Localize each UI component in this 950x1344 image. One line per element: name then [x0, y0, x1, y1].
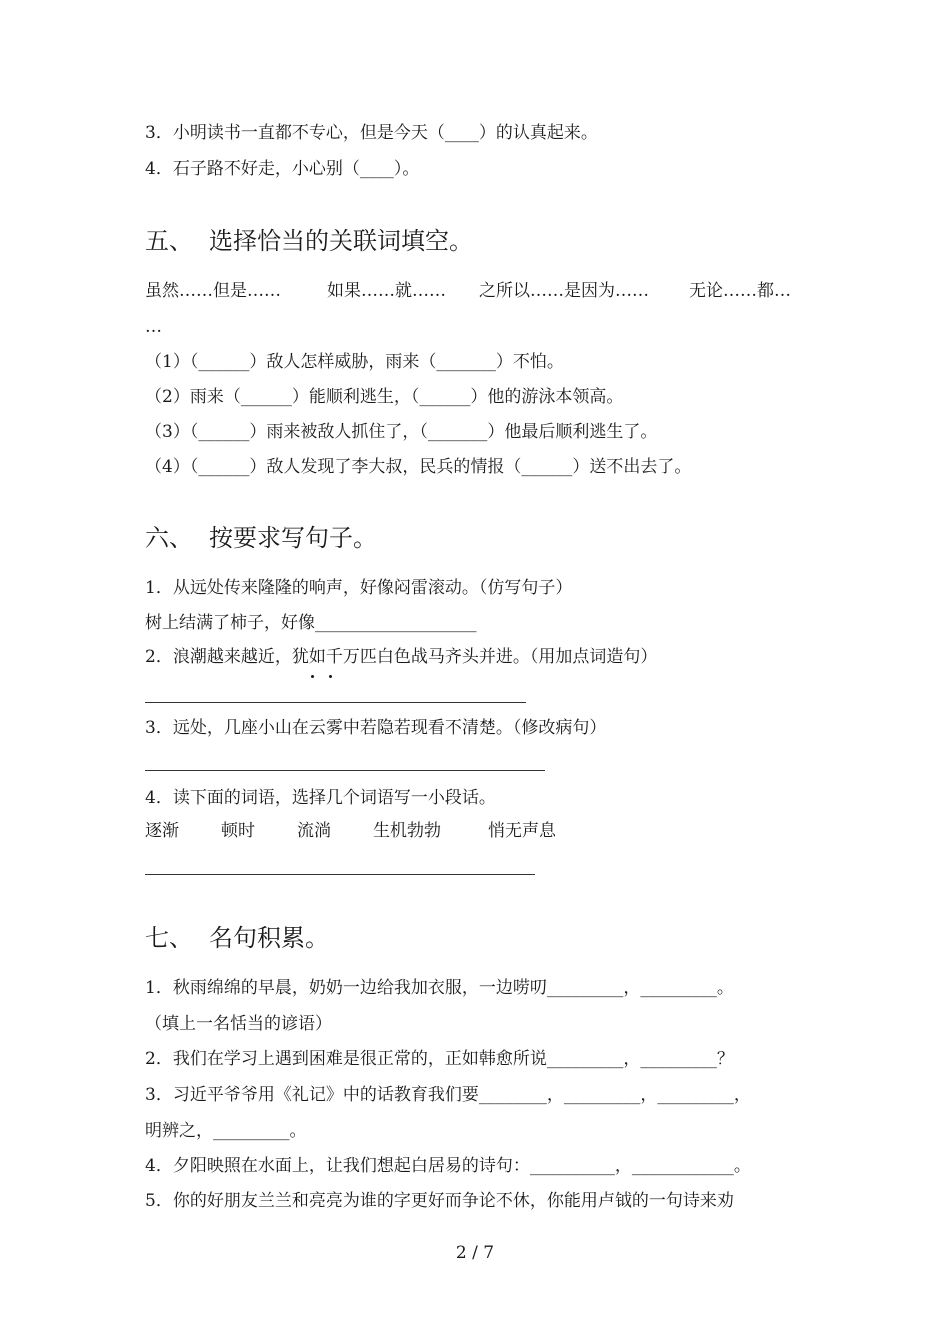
emphasis-dot — [329, 675, 332, 678]
section-title: 按要求写句子。 — [209, 524, 377, 552]
section-6-heading — [145, 523, 377, 553]
section-7-heading — [145, 923, 329, 953]
sentence-q4: 4．读下面的词语，选择几个词语写一小段话。 — [145, 788, 496, 808]
sentence-q3: 3．远处，几座小山在云雾中若隐若现看不清楚。（修改病句） — [145, 718, 607, 738]
answer-line — [145, 770, 545, 771]
page-number: 2 / 7 — [455, 1243, 495, 1263]
quote-item-2: 2．我们在学习上遇到困难是很正常的，正如韩愈所说_________，_________？ — [145, 1049, 734, 1069]
quote-item-1-note: （填上一名恬当的谚语） — [145, 1014, 332, 1034]
section-number: 五、 — [145, 227, 193, 255]
quote-item-5: 5．你的好朋友兰兰和亮亮为谁的字更好而争论不休，你能用卢钺的一句诗来劝 — [145, 1191, 734, 1211]
section-number: 七、 — [145, 924, 193, 952]
sentence-q1: 1．从远处传来隆隆的响声，好像闷雷滚动。（仿写句子） — [145, 578, 573, 598]
word: 顿时 — [221, 821, 255, 841]
word: 生机勃勃 — [373, 821, 441, 841]
section-number: 六、 — [145, 524, 193, 552]
quote-item-1: 1．秋雨绵绵的早晨，奶奶一边给我加衣服，一边唠叨_________，_________。 — [145, 978, 734, 998]
option: 虽然……但是…… — [145, 281, 281, 301]
word: 流淌 — [297, 821, 331, 841]
word: 悄无声息 — [488, 821, 556, 841]
conjunction-options — [145, 280, 791, 302]
sentence-q2: 2．浪潮越来越近，犹如千万匹白色战马齐头并进。（用加点词造句） — [145, 647, 658, 667]
section-title: 名句积累。 — [209, 924, 329, 952]
conjunction-item-1: （1）（______）敌人怎样威胁，雨来（_______）不怕。 — [145, 352, 564, 372]
word-list — [145, 820, 556, 842]
emphasis-dot — [311, 675, 314, 678]
option: 如果……就…… — [327, 281, 446, 301]
quote-item-4: 4．夕阳映照在水面上，让我们想起白居易的诗句：__________，____________。 — [145, 1156, 751, 1176]
section-title: 选择恰当的关联词填空。 — [209, 227, 473, 255]
fill-item-4: 4．石子路不好走，小心别（____）。 — [145, 159, 420, 179]
options-wrap: … — [145, 317, 162, 337]
section-5-heading — [145, 226, 473, 256]
conjunction-item-2: （2）雨来（______）能顺利逃生，（______）他的游泳本领高。 — [145, 387, 624, 407]
conjunction-item-3: （3）（______）雨来被敌人抓住了，（_______）他最后顺利逃生了。 — [145, 422, 658, 442]
conjunction-item-4: （4）（______）敌人发现了李大叔，民兵的情报（______）送不出去了。 — [145, 457, 692, 477]
fill-item-3: 3．小明读书一直都不专心，但是今天（____）的认真起来。 — [145, 123, 598, 143]
answer-line — [145, 874, 535, 875]
option: 之所以……是因为…… — [479, 281, 649, 301]
quote-item-3-cont: 明辨之，_________。 — [145, 1121, 307, 1141]
option: 无论……都… — [689, 281, 791, 301]
answer-line — [145, 702, 526, 703]
word: 逐渐 — [145, 821, 179, 841]
quote-item-3: 3．习近平爷爷用《礼记》中的话教育我们要________，_________，_________， — [145, 1085, 751, 1105]
sentence-q1-answer: 树上结满了柿子，好像___________________ — [145, 613, 477, 633]
